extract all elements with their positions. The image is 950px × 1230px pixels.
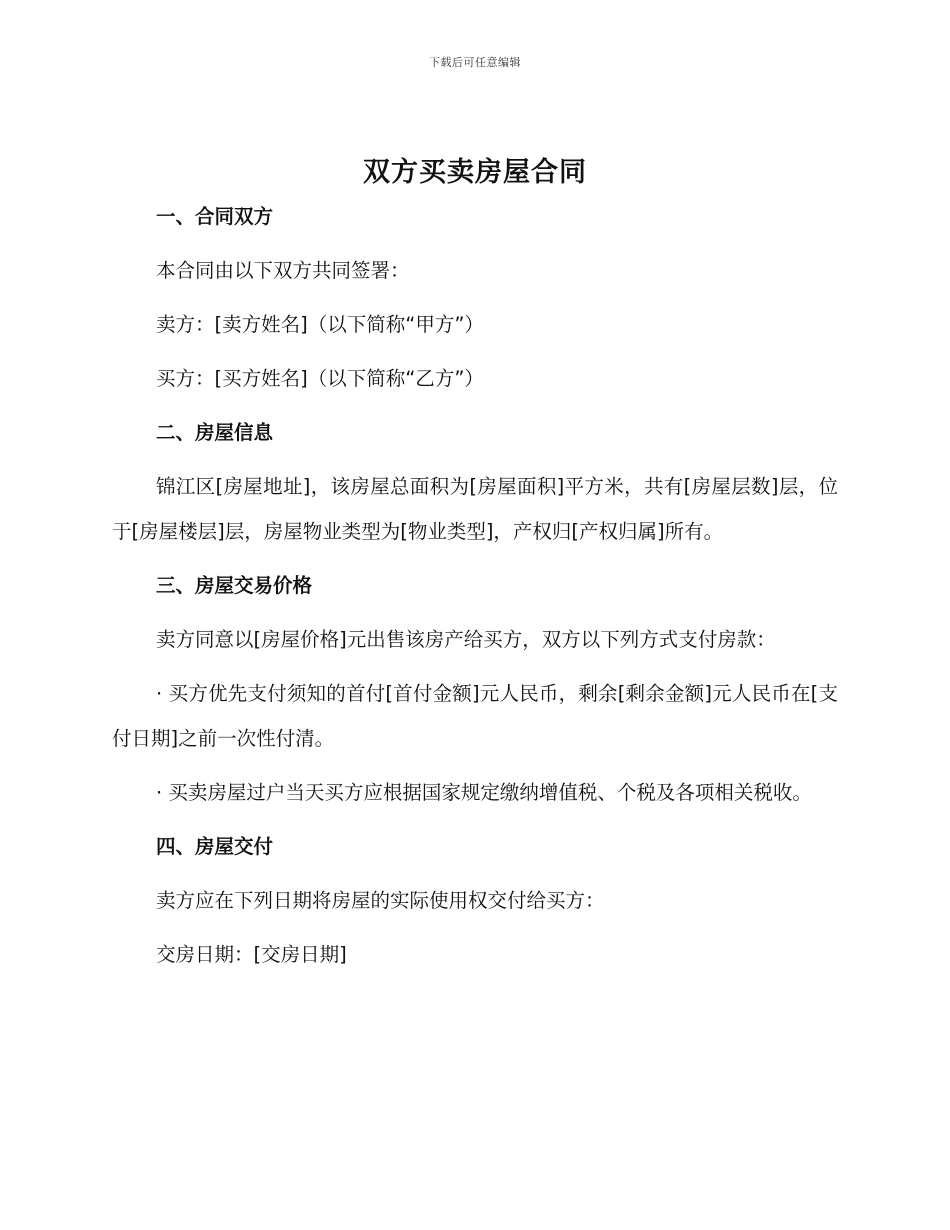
buyer-line: 买方：[买方姓名]（以下简称“乙方”） [156, 367, 484, 390]
bullet-item: · 买卖房屋过户当天买方应根据国家规定缴纳增值税、个税及各项相关税收。 [156, 781, 812, 804]
paragraph: 本合同由以下双方共同签署： [156, 259, 410, 282]
seller-line: 卖方：[卖方姓名]（以下简称“甲方”） [156, 313, 484, 336]
document-title: 双方买卖房屋合同 [363, 157, 587, 188]
paragraph: 卖方应在下列日期将房屋的实际使用权交付给买方： [156, 889, 605, 912]
paragraph: 卖方同意以[房屋价格]元出售该房产给买方，双方以下列方式支付房款： [156, 628, 776, 651]
section-heading: 一、合同双方 [156, 205, 274, 228]
section-heading: 三、房屋交易价格 [156, 574, 313, 597]
section-transaction-price [112, 563, 838, 815]
header-note: 下载后可任意编辑 [429, 56, 521, 69]
document-body [112, 194, 838, 977]
section-property-info [112, 410, 838, 554]
bullet-item: · 买方优先支付须知的首付[首付金额]元人民币，剩余[剩余金额]元人民币在[支付日期]之前一次性付清。 [112, 682, 838, 750]
delivery-date-line: 交房日期：[交房日期] [156, 943, 347, 966]
section-contract-parties [112, 194, 838, 401]
section-property-delivery [112, 824, 838, 977]
paragraph: 锦江区[房屋地址]，该房屋总面积为[房屋面积]平方米，共有[房屋层数]层，位于[房屋楼层]层，房屋物业类型为[物业类型]，产权归[产权归属]所有。 [112, 475, 838, 543]
section-heading: 四、房屋交付 [156, 835, 274, 858]
section-heading: 二、房屋信息 [156, 421, 274, 444]
